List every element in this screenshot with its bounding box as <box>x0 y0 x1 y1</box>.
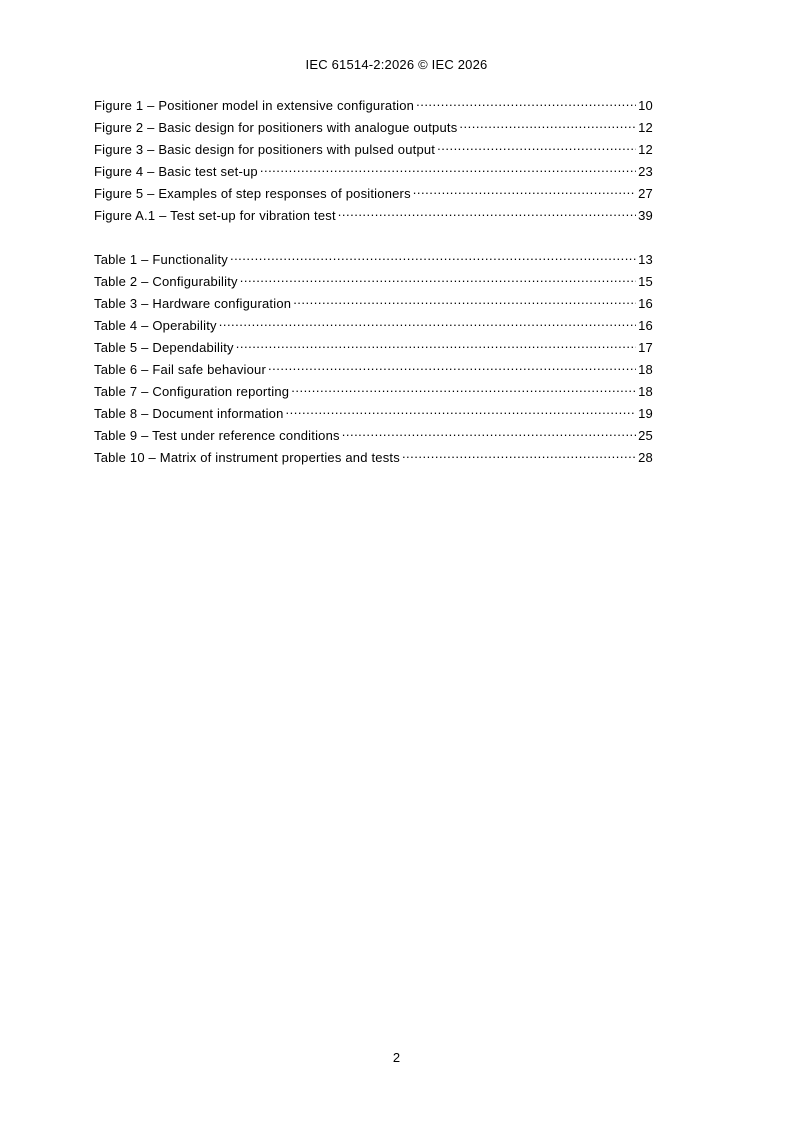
toc-entry-figure-a1[interactable] <box>94 204 653 226</box>
toc-entry-title: Table 9 – Test under reference conditions <box>94 428 340 443</box>
toc-entry-table-3[interactable] <box>94 292 653 314</box>
dot-leader <box>342 424 636 440</box>
dot-leader <box>260 160 636 176</box>
toc-entry-title: Table 1 – Functionality <box>94 252 228 267</box>
toc-entry-title: Table 10 – Matrix of instrument properties and tests <box>94 450 400 465</box>
toc-entry-page: 27 <box>638 186 653 201</box>
toc-entry-title: Table 2 – Configurability <box>94 274 238 289</box>
toc-entry-page: 28 <box>638 450 653 465</box>
toc-entry-page: 16 <box>638 318 653 333</box>
toc-entry-page: 19 <box>638 406 653 421</box>
dot-leader <box>413 182 636 198</box>
toc-entry-page: 10 <box>638 98 653 113</box>
toc-entry-figure-1[interactable] <box>94 94 653 116</box>
toc-entry-page: 25 <box>638 428 653 443</box>
dot-leader <box>437 138 636 154</box>
dot-leader <box>268 358 636 374</box>
toc-entry-figure-5[interactable] <box>94 182 653 204</box>
dot-leader <box>291 380 636 396</box>
dot-leader <box>240 270 636 286</box>
toc-entry-page: 17 <box>638 340 653 355</box>
dot-leader <box>293 292 636 308</box>
dot-leader <box>230 248 636 264</box>
toc-entry-page: 23 <box>638 164 653 179</box>
toc-entry-page: 39 <box>638 208 653 223</box>
toc-entry-table-10[interactable] <box>94 446 653 468</box>
toc-entry-page: 18 <box>638 362 653 377</box>
dot-leader <box>236 336 636 352</box>
toc-entry-title: Figure A.1 – Test set-up for vibration test <box>94 208 336 223</box>
toc-entry-title: Table 7 – Configuration reporting <box>94 384 290 399</box>
toc-entry-table-8[interactable] <box>94 402 653 424</box>
toc-entry-table-1[interactable] <box>94 248 653 270</box>
toc-entry-table-9[interactable] <box>94 424 653 446</box>
dot-leader <box>219 314 636 330</box>
dot-leader <box>286 402 637 418</box>
toc-entry-figure-3[interactable] <box>94 138 653 160</box>
toc-entry-title: Figure 3 – Basic design for positioners with pulsed output <box>94 142 436 157</box>
page-number: 2 <box>392 1050 401 1065</box>
toc-entry-title: Table 4 – Operability <box>94 318 217 333</box>
dot-leader <box>338 204 636 220</box>
toc-entry-page: 12 <box>638 142 653 157</box>
toc-entry-title: Figure 4 – Basic test set-up <box>94 164 258 179</box>
toc-entry-table-4[interactable] <box>94 314 653 336</box>
dot-leader <box>416 94 636 110</box>
list-of-figures <box>94 94 653 226</box>
toc-entry-table-2[interactable] <box>94 270 653 292</box>
toc-entry-page: 18 <box>638 384 653 399</box>
toc-entry-page: 13 <box>638 252 653 267</box>
toc-entry-page: 16 <box>638 296 653 311</box>
toc-entry-page: 15 <box>638 274 653 289</box>
dot-leader <box>402 446 636 462</box>
toc-entry-page: 12 <box>638 120 653 135</box>
toc-entry-title: Figure 2 – Basic design for positioners with analogue outputs <box>94 120 458 135</box>
toc-entry-title: Figure 1 – Positioner model in extensive configuration <box>94 98 415 113</box>
toc-entry-title: Table 6 – Fail safe behaviour <box>94 362 267 377</box>
toc-entry-title: Table 8 – Document information <box>94 406 284 421</box>
toc-entry-table-7[interactable] <box>94 380 653 402</box>
toc-entry-table-5[interactable] <box>94 336 653 358</box>
toc-entry-table-6[interactable] <box>94 358 653 380</box>
toc-entry-figure-2[interactable] <box>94 116 653 138</box>
page-header: IEC 61514-2:2026 © IEC 2026 <box>305 57 488 72</box>
list-of-tables <box>94 248 653 468</box>
toc-entry-title: Figure 5 – Examples of step responses of positioners <box>94 186 411 201</box>
toc-entry-title: Table 3 – Hardware configuration <box>94 296 292 311</box>
toc-entry-title: Table 5 – Dependability <box>94 340 234 355</box>
toc-entry-figure-4[interactable] <box>94 160 653 182</box>
dot-leader <box>459 116 636 132</box>
